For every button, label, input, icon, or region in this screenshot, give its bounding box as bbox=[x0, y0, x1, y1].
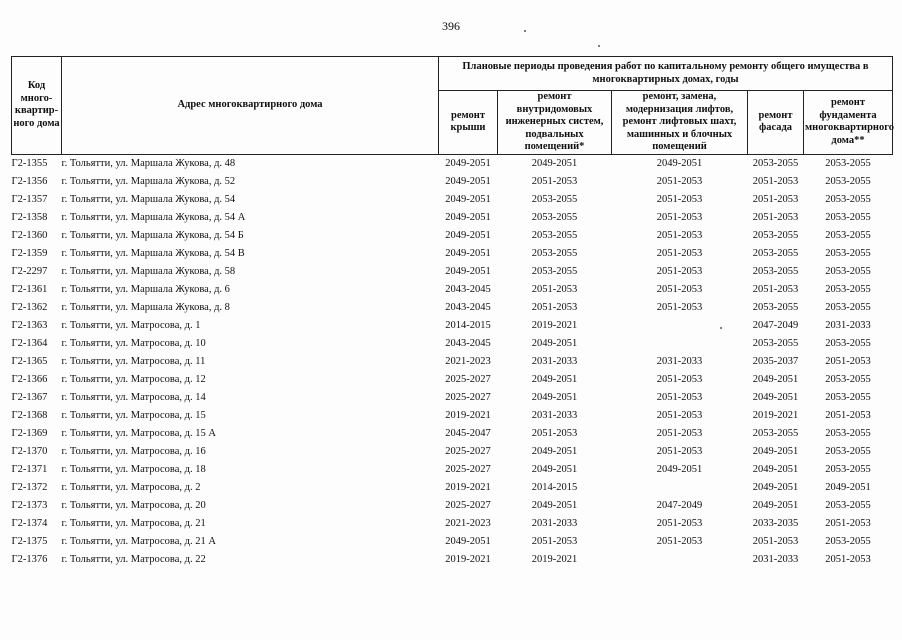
elevator-period-cell bbox=[612, 317, 748, 335]
facade-period-cell: 2053-2055 bbox=[752, 337, 799, 349]
roof-period-cell: 2025-2027 bbox=[445, 391, 491, 403]
engineering-period-cell: 2051-2053 bbox=[531, 427, 578, 439]
engineering-period-cell: 2051-2053 bbox=[531, 535, 578, 547]
header-facade-repair: ремонт фасада bbox=[748, 91, 804, 155]
engineering-period-cell: 2031-2033 bbox=[531, 355, 578, 367]
foundation-period-cell: 2053-2055 bbox=[825, 337, 871, 349]
elevator-period-cell: 2051-2053 bbox=[656, 283, 703, 295]
house-code-cell: Г2-1372 bbox=[11, 481, 48, 493]
foundation-period-cell: 2053-2055 bbox=[825, 463, 871, 475]
house-code-cell: Г2-1363 bbox=[11, 319, 48, 331]
address-cell: г. Тольятти, ул. Матросова, д. 14 bbox=[61, 391, 206, 403]
engineering-period-cell: 2049-2051 bbox=[531, 157, 578, 169]
elevator-period-cell: 2051-2053 bbox=[656, 535, 703, 547]
table-row bbox=[12, 551, 893, 569]
house-code-cell: Г2-1357 bbox=[11, 193, 48, 205]
elevator-period-cell: 2051-2053 bbox=[656, 409, 703, 421]
house-code-cell: Г2-1376 bbox=[11, 553, 48, 565]
house-code-cell: Г2-1370 bbox=[11, 445, 48, 457]
engineering-period-cell: 2049-2051 bbox=[531, 499, 578, 511]
table-row bbox=[12, 317, 893, 335]
elevator-period-cell: 2051-2053 bbox=[656, 445, 703, 457]
facade-period-cell: 2053-2055 bbox=[752, 157, 799, 169]
foundation-period-cell: 2053-2055 bbox=[825, 391, 871, 403]
engineering-period-cell: 2053-2055 bbox=[531, 247, 578, 259]
roof-period-cell: 2019-2021 bbox=[445, 481, 491, 493]
house-code-cell: Г2-1364 bbox=[11, 337, 48, 349]
engineering-period-cell: 2019-2021 bbox=[531, 319, 578, 331]
header-code: Код много-квартир-ного дома bbox=[12, 57, 62, 155]
table-row bbox=[12, 335, 893, 353]
engineering-period-cell: 2014-2015 bbox=[531, 481, 578, 493]
table-row bbox=[12, 533, 893, 551]
facade-period-cell: 2053-2055 bbox=[752, 301, 799, 313]
house-code-cell: Г2-1366 bbox=[11, 373, 48, 385]
elevator-period-cell: 2031-2033 bbox=[656, 355, 703, 367]
roof-period-cell: 2049-2051 bbox=[445, 247, 491, 259]
table-row bbox=[12, 281, 893, 299]
roof-period-cell: 2043-2045 bbox=[445, 301, 491, 313]
foundation-period-cell: 2049-2051 bbox=[825, 481, 871, 493]
house-code-cell: Г2-1367 bbox=[11, 391, 48, 403]
house-code-cell: Г2-1374 bbox=[11, 517, 48, 529]
facade-period-cell: 2019-2021 bbox=[752, 409, 799, 421]
facade-period-cell: 2049-2051 bbox=[752, 481, 799, 493]
table-row bbox=[12, 425, 893, 443]
facade-period-cell: 2053-2055 bbox=[752, 265, 799, 277]
foundation-period-cell: 2053-2055 bbox=[825, 229, 871, 241]
foundation-period-cell: 2051-2053 bbox=[825, 553, 871, 565]
header-address: Адрес многоквартирного дома bbox=[62, 57, 439, 155]
roof-period-cell: 2049-2051 bbox=[445, 535, 491, 547]
roof-period-cell: 2043-2045 bbox=[445, 337, 491, 349]
foundation-period-cell: 2053-2055 bbox=[825, 445, 871, 457]
table-row bbox=[12, 461, 893, 479]
elevator-period-cell: 2051-2053 bbox=[656, 391, 703, 403]
address-cell: г. Тольятти, ул. Матросова, д. 10 bbox=[61, 337, 206, 349]
table-row bbox=[12, 227, 893, 245]
roof-period-cell: 2049-2051 bbox=[445, 229, 491, 241]
header-periods-title: Плановые периоды проведения работ по капитальному ремонту общего имущества в многоквартирных домах, годы bbox=[439, 57, 893, 91]
roof-period-cell: 2025-2027 bbox=[445, 463, 491, 475]
page-number: 396 bbox=[442, 19, 460, 33]
foundation-period-cell: 2031-2033 bbox=[825, 319, 871, 331]
elevator-period-cell: 2051-2053 bbox=[656, 175, 703, 187]
engineering-period-cell: 2049-2051 bbox=[531, 391, 578, 403]
table-row bbox=[12, 389, 893, 407]
table-row bbox=[12, 353, 893, 371]
table-row bbox=[12, 209, 893, 227]
roof-period-cell: 2025-2027 bbox=[445, 499, 491, 511]
foundation-period-cell: 2051-2053 bbox=[825, 355, 871, 367]
roof-period-cell: 2045-2047 bbox=[445, 427, 491, 439]
roof-period-cell: 2049-2051 bbox=[445, 265, 491, 277]
facade-period-cell: 2049-2051 bbox=[752, 391, 799, 403]
roof-period-cell: 2049-2051 bbox=[445, 175, 491, 187]
engineering-period-cell: 2053-2055 bbox=[531, 229, 578, 241]
header-roof-repair: ремонт крыши bbox=[439, 91, 498, 155]
facade-period-cell: 2051-2053 bbox=[752, 193, 799, 205]
address-cell: г. Тольятти, ул. Матросова, д. 12 bbox=[61, 373, 206, 385]
table-row bbox=[12, 443, 893, 461]
roof-period-cell: 2021-2023 bbox=[445, 355, 491, 367]
table-row bbox=[12, 245, 893, 263]
address-cell: г. Тольятти, ул. Матросова, д. 16 bbox=[61, 445, 206, 457]
facade-period-cell: 2049-2051 bbox=[752, 499, 799, 511]
table-row bbox=[12, 263, 893, 281]
address-cell: г. Тольятти, ул. Маршала Жукова, д. 54 Б bbox=[61, 229, 244, 241]
foundation-period-cell: 2053-2055 bbox=[825, 283, 871, 295]
engineering-period-cell: 2049-2051 bbox=[531, 337, 578, 349]
facade-period-cell: 2047-2049 bbox=[752, 319, 799, 331]
table-row bbox=[12, 479, 893, 497]
foundation-period-cell: 2053-2055 bbox=[825, 301, 871, 313]
capital-repair-table bbox=[11, 56, 893, 569]
elevator-period-cell: 2051-2053 bbox=[656, 427, 703, 439]
house-code-cell: Г2-1365 bbox=[11, 355, 48, 367]
address-cell: г. Тольятти, ул. Матросова, д. 2 bbox=[61, 481, 201, 493]
engineering-period-cell: 2049-2051 bbox=[531, 373, 578, 385]
house-code-cell: Г2-1375 bbox=[11, 535, 48, 547]
engineering-period-cell: 2049-2051 bbox=[531, 463, 578, 475]
elevator-period-cell: 2047-2049 bbox=[656, 499, 703, 511]
engineering-period-cell: 2053-2055 bbox=[531, 211, 578, 223]
roof-period-cell: 2019-2021 bbox=[445, 409, 491, 421]
elevator-period-cell: 2049-2051 bbox=[656, 463, 703, 475]
engineering-period-cell: 2053-2055 bbox=[531, 193, 578, 205]
foundation-period-cell: 2053-2055 bbox=[825, 247, 871, 259]
engineering-period-cell: 2019-2021 bbox=[531, 553, 578, 565]
foundation-period-cell: 2053-2055 bbox=[825, 157, 871, 169]
table-row bbox=[12, 154, 893, 173]
address-cell: г. Тольятти, ул. Матросова, д. 1 bbox=[61, 319, 201, 331]
house-code-cell: Г2-1369 bbox=[11, 427, 48, 439]
header-elevator-repair: ремонт, замена, модернизация лифтов, ремонт лифтовых шахт, машинных и блочных помещений bbox=[612, 91, 748, 155]
roof-period-cell: 2021-2023 bbox=[445, 517, 491, 529]
table-row bbox=[12, 371, 893, 389]
table-row bbox=[12, 407, 893, 425]
elevator-period-cell: 2051-2053 bbox=[656, 193, 703, 205]
facade-period-cell: 2053-2055 bbox=[752, 247, 799, 259]
address-cell: г. Тольятти, ул. Маршала Жукова, д. 54 bbox=[61, 193, 236, 205]
house-code-cell: Г2-1360 bbox=[11, 229, 48, 241]
elevator-period-cell bbox=[612, 551, 748, 569]
foundation-period-cell: 2053-2055 bbox=[825, 373, 871, 385]
header-engineering-systems-repair: ремонт внутридомовых инженерных систем, подвальных помещений* bbox=[498, 91, 612, 155]
elevator-period-cell: 2051-2053 bbox=[656, 211, 703, 223]
house-code-cell: Г2-1362 bbox=[11, 301, 48, 313]
address-cell: г. Тольятти, ул. Матросова, д. 22 bbox=[61, 553, 206, 565]
table-header bbox=[12, 57, 893, 155]
scan-speck bbox=[598, 45, 600, 47]
roof-period-cell: 2014-2015 bbox=[445, 319, 491, 331]
elevator-period-cell bbox=[612, 479, 748, 497]
roof-period-cell: 2019-2021 bbox=[445, 553, 491, 565]
house-code-cell: Г2-1371 bbox=[11, 463, 48, 475]
header-foundation-repair: ремонт фундамента многоквартирного дома** bbox=[804, 91, 893, 155]
engineering-period-cell: 2053-2055 bbox=[531, 265, 578, 277]
engineering-period-cell: 2031-2033 bbox=[531, 517, 578, 529]
foundation-period-cell: 2053-2055 bbox=[825, 175, 871, 187]
address-cell: г. Тольятти, ул. Матросова, д. 18 bbox=[61, 463, 206, 475]
roof-period-cell: 2049-2051 bbox=[445, 193, 491, 205]
engineering-period-cell: 2051-2053 bbox=[531, 283, 578, 295]
address-cell: г. Тольятти, ул. Матросова, д. 21 bbox=[61, 517, 206, 529]
facade-period-cell: 2049-2051 bbox=[752, 463, 799, 475]
foundation-period-cell: 2053-2055 bbox=[825, 265, 871, 277]
address-cell: г. Тольятти, ул. Маршала Жукова, д. 8 bbox=[61, 301, 230, 313]
table-body bbox=[12, 154, 893, 569]
facade-period-cell: 2051-2053 bbox=[752, 283, 799, 295]
elevator-period-cell: 2051-2053 bbox=[656, 373, 703, 385]
address-cell: г. Тольятти, ул. Маршала Жукова, д. 6 bbox=[61, 283, 230, 295]
foundation-period-cell: 2053-2055 bbox=[825, 193, 871, 205]
elevator-period-cell: 2051-2053 bbox=[656, 265, 703, 277]
engineering-period-cell: 2051-2053 bbox=[531, 301, 578, 313]
address-cell: г. Тольятти, ул. Матросова, д. 15 bbox=[61, 409, 206, 421]
address-cell: г. Тольятти, ул. Маршала Жукова, д. 58 bbox=[61, 265, 236, 277]
elevator-period-cell: 2051-2053 bbox=[656, 517, 703, 529]
table-row bbox=[12, 497, 893, 515]
elevator-period-cell bbox=[612, 335, 748, 353]
foundation-period-cell: 2053-2055 bbox=[825, 535, 871, 547]
roof-period-cell: 2025-2027 bbox=[445, 373, 491, 385]
facade-period-cell: 2049-2051 bbox=[752, 373, 799, 385]
address-cell: г. Тольятти, ул. Маршала Жукова, д. 54 В bbox=[61, 247, 245, 259]
facade-period-cell: 2051-2053 bbox=[752, 535, 799, 547]
foundation-period-cell: 2053-2055 bbox=[825, 427, 871, 439]
facade-period-cell: 2051-2053 bbox=[752, 175, 799, 187]
facade-period-cell: 2053-2055 bbox=[752, 427, 799, 439]
address-cell: г. Тольятти, ул. Матросова, д. 11 bbox=[61, 355, 206, 367]
facade-period-cell: 2031-2033 bbox=[752, 553, 799, 565]
foundation-period-cell: 2051-2053 bbox=[825, 517, 871, 529]
address-cell: г. Тольятти, ул. Маршала Жукова, д. 54 А bbox=[61, 211, 246, 223]
facade-period-cell: 2051-2053 bbox=[752, 211, 799, 223]
house-code-cell: Г2-2297 bbox=[11, 265, 48, 277]
table-row bbox=[12, 173, 893, 191]
house-code-cell: Г2-1356 bbox=[11, 175, 48, 187]
house-code-cell: Г2-1368 bbox=[11, 409, 48, 421]
roof-period-cell: 2049-2051 bbox=[445, 211, 491, 223]
elevator-period-cell: 2051-2053 bbox=[656, 301, 703, 313]
address-cell: г. Тольятти, ул. Матросова, д. 20 bbox=[61, 499, 206, 511]
elevator-period-cell: 2051-2053 bbox=[656, 229, 703, 241]
foundation-period-cell: 2053-2055 bbox=[825, 499, 871, 511]
engineering-period-cell: 2031-2033 bbox=[531, 409, 578, 421]
address-cell: г. Тольятти, ул. Матросова, д. 15 А bbox=[61, 427, 216, 439]
elevator-period-cell: 2051-2053 bbox=[656, 247, 703, 259]
facade-period-cell: 2053-2055 bbox=[752, 229, 799, 241]
engineering-period-cell: 2051-2053 bbox=[531, 175, 578, 187]
facade-period-cell: 2049-2051 bbox=[752, 445, 799, 457]
house-code-cell: Г2-1361 bbox=[11, 283, 48, 295]
roof-period-cell: 2043-2045 bbox=[445, 283, 491, 295]
address-cell: г. Тольятти, ул. Матросова, д. 21 А bbox=[61, 535, 216, 547]
table-row bbox=[12, 191, 893, 209]
foundation-period-cell: 2053-2055 bbox=[825, 211, 871, 223]
address-cell: г. Тольятти, ул. Маршала Жукова, д. 52 bbox=[61, 175, 236, 187]
house-code-cell: Г2-1358 bbox=[11, 211, 48, 223]
house-code-cell: Г2-1355 bbox=[11, 157, 48, 169]
roof-period-cell: 2049-2051 bbox=[445, 157, 491, 169]
facade-period-cell: 2033-2035 bbox=[752, 517, 799, 529]
house-code-cell: Г2-1359 bbox=[11, 247, 48, 259]
engineering-period-cell: 2049-2051 bbox=[531, 445, 578, 457]
table-row bbox=[12, 515, 893, 533]
roof-period-cell: 2025-2027 bbox=[445, 445, 491, 457]
facade-period-cell: 2035-2037 bbox=[752, 355, 799, 367]
foundation-period-cell: 2051-2053 bbox=[825, 409, 871, 421]
address-cell: г. Тольятти, ул. Маршала Жукова, д. 48 bbox=[61, 157, 236, 169]
table-row bbox=[12, 299, 893, 317]
house-code-cell: Г2-1373 bbox=[11, 499, 48, 511]
elevator-period-cell: 2049-2051 bbox=[656, 157, 703, 169]
scan-speck bbox=[524, 30, 526, 32]
